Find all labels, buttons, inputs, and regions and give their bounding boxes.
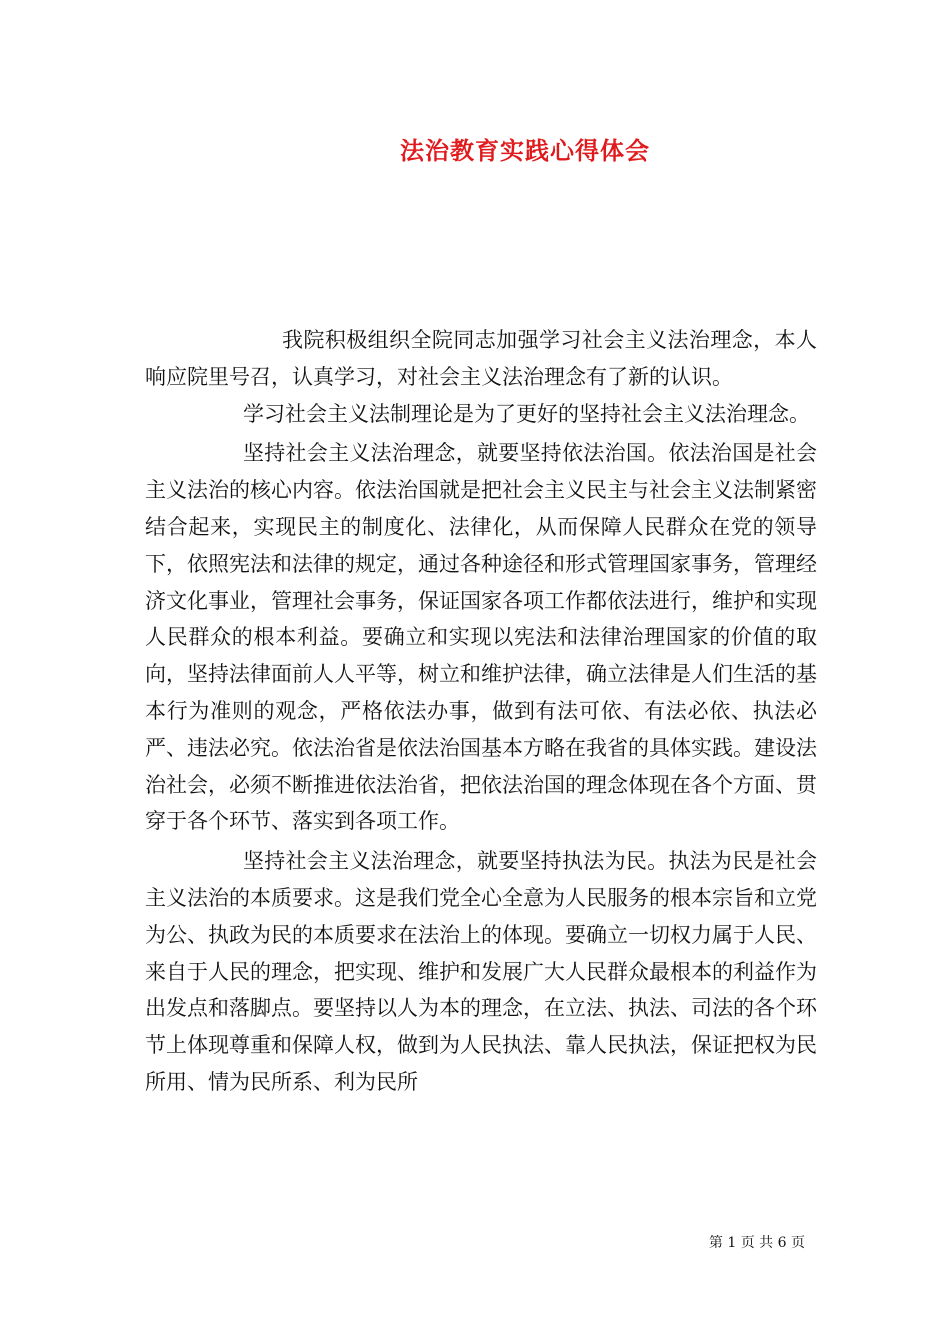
paragraph-4-text: 坚持社会主义法治理念，就要坚持执法为民。执法为民是社会主义法治的本质要求。这是我们党全心全意为人民服务的根本宗旨和立党为公、执政为民的本质要求在法治上的体现。要确立一切权力属于人民、来自于人民的理念，把实现、维护和发展广大人民群众最根本的利益作为出发点和落脚点。要坚持以人为本的理念，在立法、执法、司法的各个环节上体现尊重和保障人权，做到为人民执法、靠人民执法，保证把权为民所用、情为民所系、利为民所: [145, 849, 817, 1094]
document-body: [145, 322, 817, 1101]
paragraph-1-text: 我院积极组织全院同志加强学习社会主义法治理念，本人响应院里号召，认真学习，对社会主义法治理念有了新的认识。: [145, 328, 817, 389]
page-number-footer: 第 1 页 共 6 页: [708, 1235, 805, 1251]
paragraph-2-text: 学习社会主义法制理论是为了更好的坚持社会主义法治理念。: [243, 401, 810, 426]
paragraph-2: [145, 396, 817, 433]
paragraph-1: [145, 322, 817, 396]
paragraph-3-text: 坚持社会主义法治理念，就要坚持依法治国。依法治国是社会主义法治的核心内容。依法治国就是把社会主义民主与社会主义法制紧密结合起来，实现民主的制度化、法律化，从而保障人民群众在党的领导下，依照宪法和法律的规定，通过各种途径和形式管理国家事务，管理经济文化事业，管理社会事务，保证国家各项工作都依法进行，维护和实现人民群众的根本利益。要确立和实现以宪法和法律治理国家的价值的取向，坚持法律面前人人平等，树立和维护法律，确立法律是人们生活的基本行为准则的观念，严格依法办事，做到有法可依、有法必依、执法必严、违法必究。依法治省是依法治国基本方略在我省的具体实践。建设法治社会，必须不断推进依法治省，把依法治国的理念体现在各个方面、贯穿于各个环节、落实到各项工作。: [145, 441, 817, 834]
paragraph-4: [145, 843, 817, 1101]
paragraph-3: [145, 435, 817, 840]
document-title: 法治教育实践心得体会: [400, 136, 650, 165]
